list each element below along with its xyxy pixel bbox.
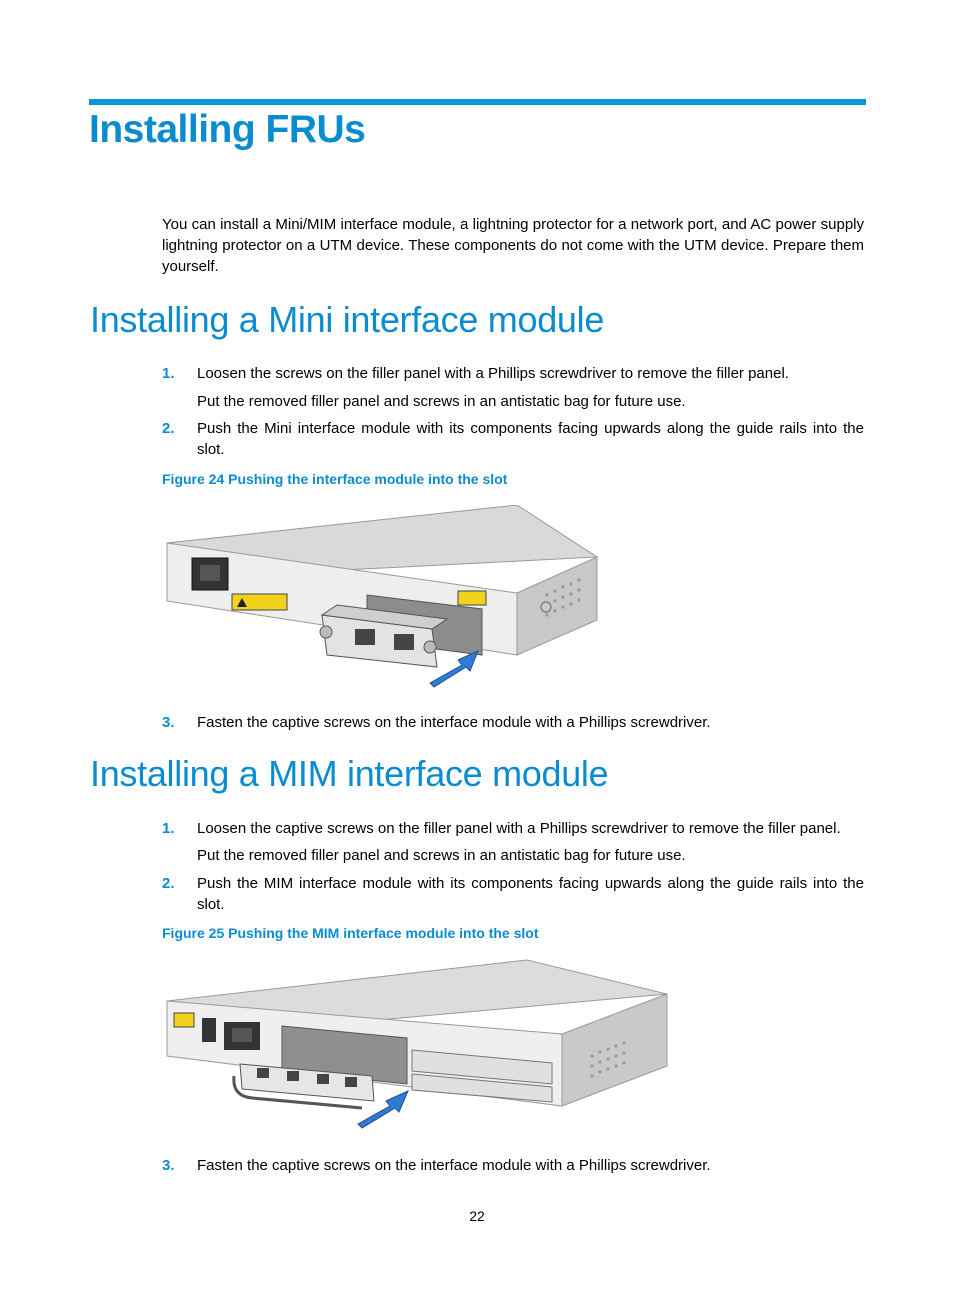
mini-module-figure: [162, 505, 602, 690]
step-text: Push the Mini interface module with its components facing upwards along the guide rails into the slot.: [197, 420, 864, 458]
step-number: 2.: [162, 875, 175, 892]
step-mini-2: [162, 418, 864, 460]
step-text: Fasten the captive screws on the interface module with a Phillips screwdriver.: [197, 714, 711, 731]
step-number: 1.: [162, 365, 175, 382]
step-mim-3: [162, 1155, 864, 1176]
step-note: Put the removed filler panel and screws in an antistatic bag for future use.: [197, 847, 686, 864]
step-note: Put the removed filler panel and screws in an antistatic bag for future use.: [197, 393, 686, 410]
figure-caption: Figure 24 Pushing the interface module into the slot: [162, 471, 508, 487]
mim-module-figure: [162, 956, 672, 1131]
page-title: Installing FRUs: [89, 108, 366, 151]
section-heading-mini: Installing a Mini interface module: [90, 299, 605, 340]
step-text: Fasten the captive screws on the interface module with a Phillips screwdriver.: [197, 1157, 711, 1174]
step-text: Loosen the screws on the filler panel with a Phillips screwdriver to remove the filler panel.: [197, 365, 789, 382]
intro-paragraph: You can install a Mini/MIM interface module, a lightning protector for a network port, and AC power supply lightning protector on a UTM device. These components do not come with the UTM device. Prepare them yourself.: [162, 216, 864, 275]
step-number: 2.: [162, 420, 175, 437]
step-mini-1: [162, 363, 864, 384]
step-number: 3.: [162, 1157, 175, 1174]
step-number: 3.: [162, 714, 175, 731]
page-number: 22: [469, 1208, 485, 1224]
figure-caption: Figure 25 Pushing the MIM interface module into the slot: [162, 925, 539, 941]
step-mim-2: [162, 873, 864, 915]
title-rule: [89, 99, 866, 105]
step-number: 1.: [162, 820, 175, 837]
step-mini-3: [162, 712, 864, 733]
step-text: Loosen the captive screws on the filler panel with a Phillips screwdriver to remove the filler panel.: [197, 820, 841, 837]
step-text: Push the MIM interface module with its components facing upwards along the guide rails into the slot.: [197, 875, 864, 913]
step-mim-1: [162, 818, 864, 839]
section-heading-mim: Installing a MIM interface module: [90, 753, 609, 794]
